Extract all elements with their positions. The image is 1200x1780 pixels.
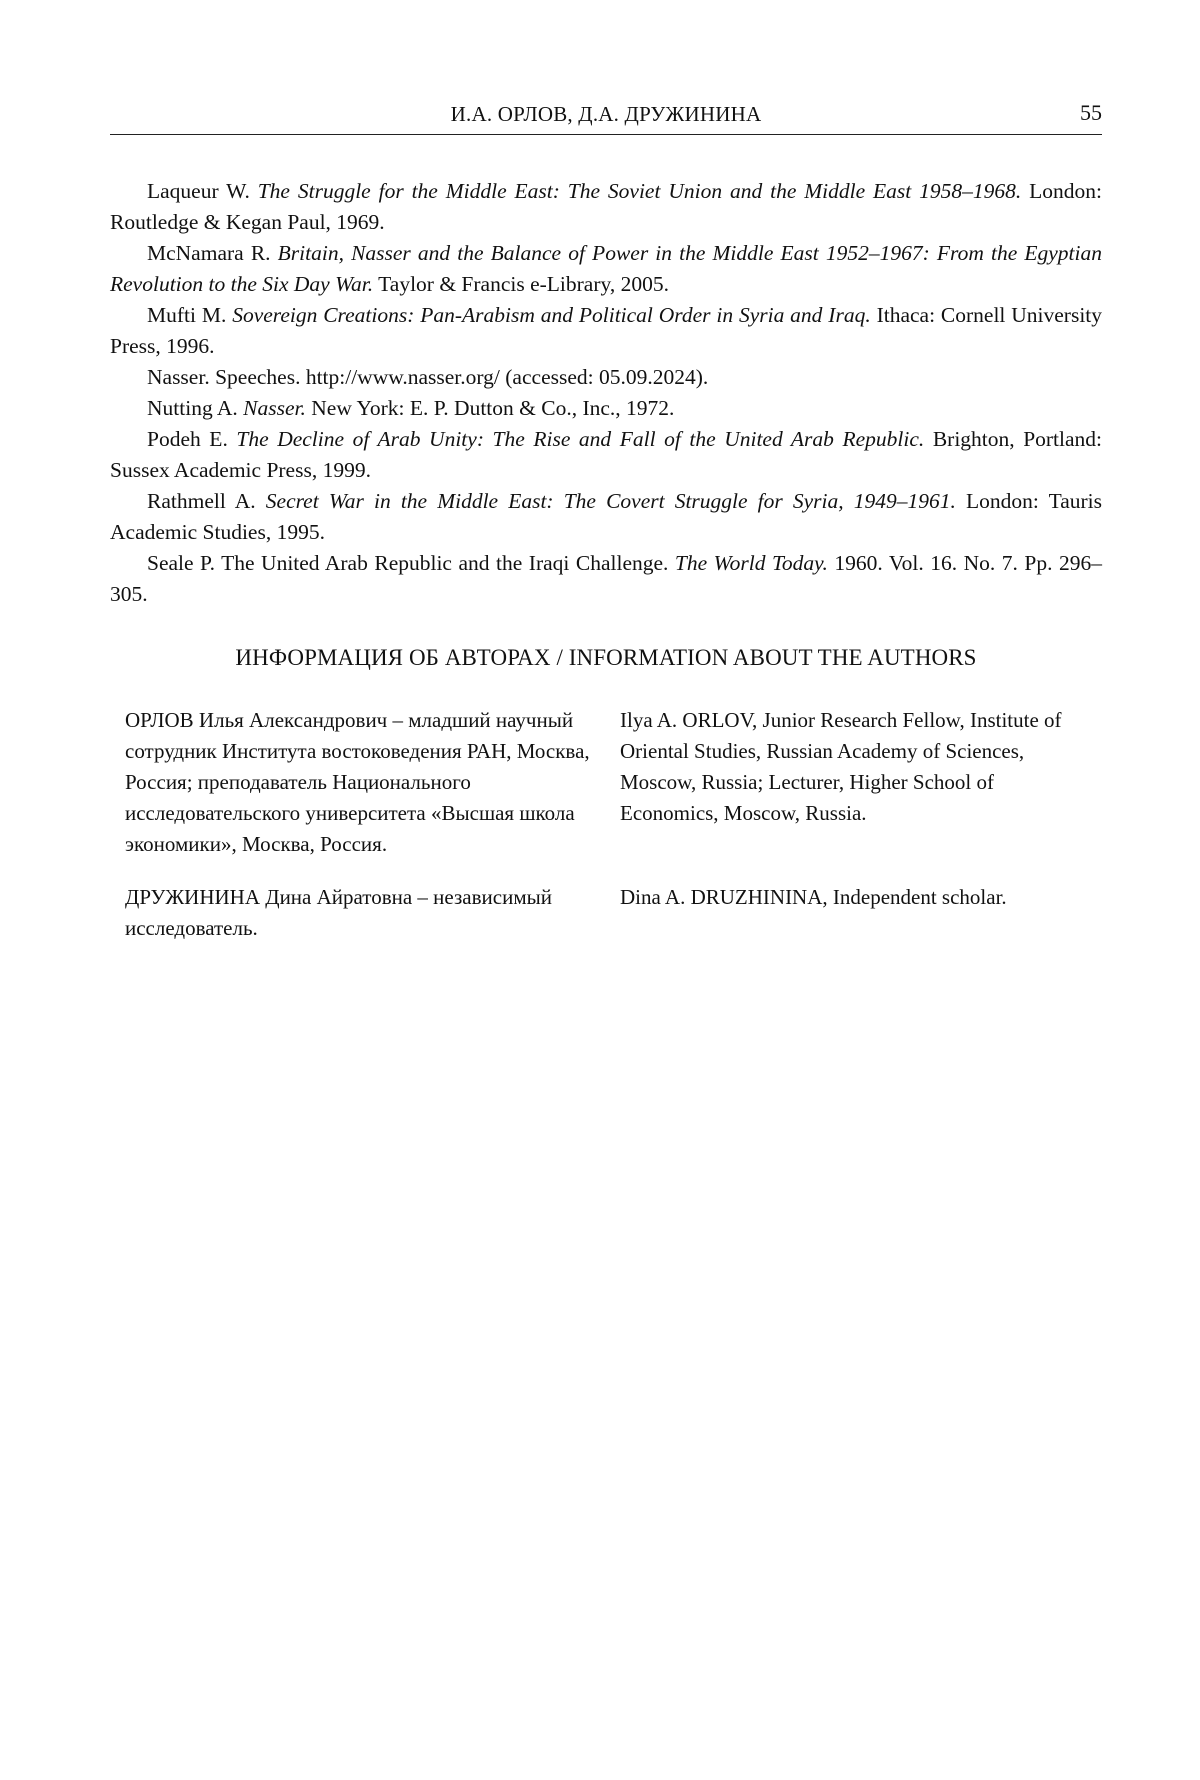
ref-author: Rathmell A. [147, 489, 256, 513]
authors-section-heading: ИНФОРМАЦИЯ ОБ АВТОРАХ / INFORMATION ABOUT THE AUTHORS [235, 645, 977, 670]
ref-author: Nasser. Speeches. http://www.nasser.org/ (accessed: 05.09.2024). [147, 365, 709, 389]
reference-item [110, 176, 1102, 238]
reference-item [110, 393, 1102, 424]
ref-publication: Taylor & Francis e-Library, 2005. [378, 272, 669, 296]
ref-publication: 1960. Vol. 16. No. 7. Pp. 296–305. [110, 551, 1102, 606]
author-info-en: Dina A. DRUZHININA, Independent scholar. [620, 885, 1007, 909]
reference-item [110, 424, 1102, 486]
ref-publication: Ithaca: Cornell University Press, 1996. [110, 303, 1103, 358]
ref-title: The Struggle for the Middle East: The Soviet Union and the Middle East 1958–1968. [257, 179, 1022, 203]
running-header [110, 100, 1102, 135]
ref-title: Sovereign Creations: Pan-Arabism and Political Order in Syria and Iraq. [232, 303, 871, 327]
author-info-en: Ilya A. ORLOV, Junior Research Fellow, Institute of Oriental Studies, Russian Academy of Sciences, Moscow, Russia; Lecturer, Higher School of Economics, Moscow, Russia. [620, 708, 1062, 825]
ref-title: Britain, Nasser and the Balance of Power in the Middle East 1952–1967: From the Egyptian Revolution to the Six Day War. [110, 241, 1103, 296]
author-entry [125, 882, 1102, 944]
ref-author: Laqueur W. [147, 179, 250, 203]
ref-publication: New York: E. P. Dutton & Co., Inc., 1972. [311, 396, 675, 420]
reference-item [110, 486, 1102, 548]
ref-title: Nasser. [243, 396, 306, 420]
reference-list [110, 176, 1102, 610]
reference-item [110, 238, 1102, 300]
authors-info [125, 705, 1102, 966]
ref-author: Nutting A. [147, 396, 238, 420]
reference-item [110, 300, 1102, 362]
ref-publication: Brighton, Portland: Sussex Academic Press, 1999. [110, 427, 1103, 482]
ref-title: Secret War in the Middle East: The Covert Struggle for Syria, 1949–1961. [265, 489, 956, 513]
ref-author: Seale P. The United Arab Republic and the Iraqi Challenge. [147, 551, 669, 575]
author-info-ru: ДРУЖИНИНА Дина Айратовна – независимый исследователь. [125, 885, 552, 940]
author-entry [125, 705, 1102, 860]
ref-publication: London: Routledge & Kegan Paul, 1969. [110, 179, 1103, 234]
running-title: И.А. ОРЛОВ, Д.А. ДРУЖИНИНА [450, 102, 762, 126]
ref-title: The World Today. [674, 551, 828, 575]
reference-item [110, 362, 1102, 393]
author-info-ru: ОРЛОВ Илья Александрович – младший научный сотрудник Института востоковедения РАН, Москва, Россия; преподаватель Национального исследовательского университета «Высшая школа экономики», Москва, Россия. [125, 708, 590, 856]
ref-title: The Decline of Arab Unity: The Rise and Fall of the United Arab Republic. [236, 427, 925, 451]
ref-author: McNamara R. [147, 241, 271, 265]
ref-author: Mufti M. [147, 303, 227, 327]
ref-publication: London: Tauris Academic Studies, 1995. [110, 489, 1103, 544]
page-number: 55 [1080, 100, 1102, 125]
reference-item [110, 548, 1102, 610]
ref-author: Podeh E. [147, 427, 228, 451]
